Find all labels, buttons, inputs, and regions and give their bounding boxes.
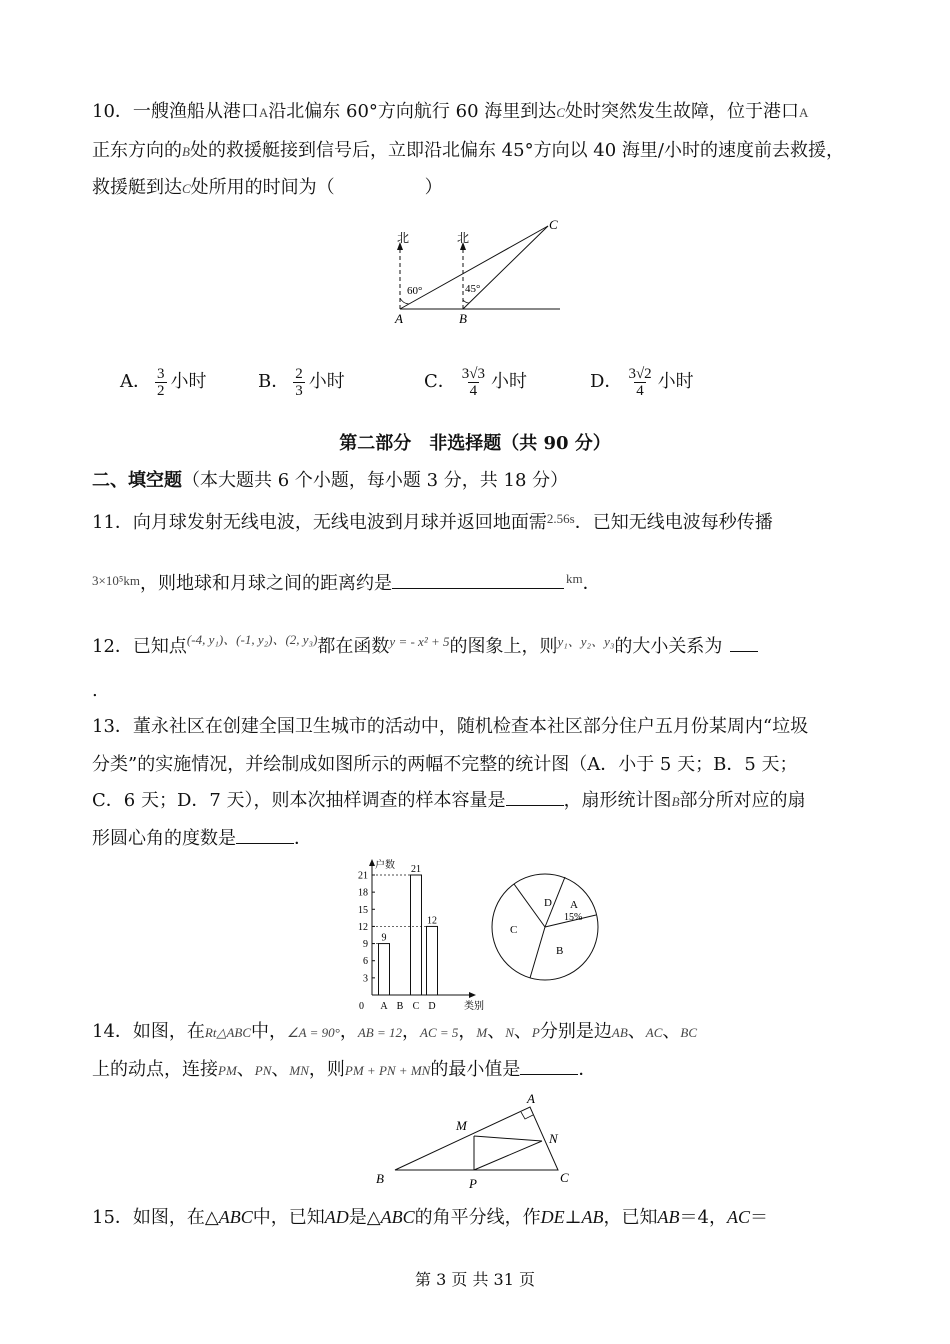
segment-bc xyxy=(463,226,548,309)
fig-label-c: C xyxy=(560,1170,569,1185)
fig-label-b: B xyxy=(376,1171,384,1186)
y-tick-label: 0 xyxy=(359,1001,364,1010)
pie-annotation-a: 15% xyxy=(564,912,583,923)
q10-line3: 救援艇到达C处所用的时间为（ ） xyxy=(92,177,443,198)
pie-label-c: C xyxy=(510,924,518,936)
bar xyxy=(427,926,438,995)
bar xyxy=(411,875,422,995)
q11-line2: $^{3\times 10^5km}$，则地球和月球之间的距离约是 $^{km}$． xyxy=(92,571,601,594)
y-tick-label: 3 xyxy=(363,973,368,985)
q10-option-c: C． $\frac{3√3}{4}$ 小时 xyxy=(424,365,528,399)
q15-line1: 15．如图，在△ABC中，已知AD是△ABC的角平分线，作DE⊥AB，已知AB＝4，AC＝ xyxy=(92,1207,768,1228)
angle-60-label: 60° xyxy=(407,285,423,297)
segment-mn xyxy=(474,1136,542,1141)
point-a-label: A xyxy=(395,311,403,326)
q13-line2: 分类”的实施情况，并绘制成如图所示的两幅不完整的统计图（A．小于 5 天；B．5 天； xyxy=(92,754,798,775)
q14-figure xyxy=(370,1090,585,1195)
segment-pn xyxy=(474,1141,542,1170)
angle-arc-b xyxy=(463,300,469,303)
q10-option-d: D． $\frac{3√2}{4}$ 小时 xyxy=(590,365,694,399)
q10-option-b: B． $\frac{2}{3}$ 小时 xyxy=(258,365,345,399)
q10-line2: 正东方向的B处的救援艇接到信号后，立即沿北偏东 45°方向以 40 海里/小时的速度前去救援， xyxy=(92,140,844,161)
triangle-abc xyxy=(395,1107,558,1170)
q10-option-a: A． $\frac{3}{2}$ 小时 xyxy=(120,365,207,399)
section2-heading: 二、填空题（本大题共 6 个小题，每小题 3 分，共 18 分） xyxy=(92,470,569,491)
y-tick-label: 9 xyxy=(363,939,368,951)
x-axis-arrow xyxy=(469,992,476,998)
pie-label-d: D xyxy=(544,897,552,909)
y-tick-label: 15 xyxy=(358,904,368,916)
page-footer: 第 3 页 共 31 页 xyxy=(415,1270,535,1289)
q13-line4: 形圆心角的度数是 ． xyxy=(92,828,312,849)
pie-label-a: A xyxy=(570,899,578,911)
q11-line1: 11．向月球发射无线电波，无线电波到月球并返回地面需$^{2.56s}$．已知无线电波每秒传播 xyxy=(92,511,773,533)
x-tick-label: D xyxy=(428,1001,436,1010)
q13-line3: C．6 天；D．7 天），则本次抽样调查的样本容量是 ，扇形统计图B部分所对应的扇 xyxy=(92,790,806,811)
bar xyxy=(379,944,390,995)
q14-line1: 14．如图，在Rt△ABC中，∠A = 90°，AB = 12，AC = 5，M、N、P分别是边AB、AC、BC xyxy=(92,1021,698,1042)
north-label-b: 北 xyxy=(457,231,470,245)
part2-title: 第二部分 非选择题（共 90 分） xyxy=(339,433,611,454)
q12-dot: . xyxy=(92,680,98,701)
y-tick-label: 18 xyxy=(358,887,368,899)
angle-arc-a xyxy=(400,298,409,304)
pie-chart xyxy=(488,870,603,985)
point-c-label: C xyxy=(549,217,558,232)
bar-data-label: 21 xyxy=(411,864,421,875)
q14-line2: 上的动点，连接PM、PN、MN，则PM + PN + MN的最小值是 ． xyxy=(92,1059,597,1080)
q10-line1: 10．一艘渔船从港口A沿北偏东 60°方向航行 60 海里到达C处时突然发生故障，位于港口A xyxy=(92,101,809,122)
fig-label-a: A xyxy=(527,1091,535,1106)
fig-label-m: M xyxy=(456,1118,467,1133)
fig-label-n: N xyxy=(549,1131,558,1146)
x-tick-label: C xyxy=(412,1001,420,1010)
pie-label-b: B xyxy=(556,945,564,957)
bar-data-label: 9 xyxy=(381,932,387,944)
bar-chart xyxy=(352,855,500,1010)
y-tick-label: 6 xyxy=(363,956,368,968)
x-tick-label: A xyxy=(380,1001,388,1010)
q12-line: 12．已知点$^{(-4, y_1)、(-1, y_2)、(2, y_3)}$都在函数$^{y = - x^2 + 5}$的图象上，则$^{y_1、y_2、y_3}$的大小关系为 xyxy=(92,629,758,658)
fig-label-p: P xyxy=(469,1176,477,1191)
right-angle-mark xyxy=(521,1112,533,1119)
q13-line1: 13．董永社区在创建全国卫生城市的活动中，随机检查本社区部分住户五月份某周内“垃圾 xyxy=(92,716,809,737)
y-axis-label: 户数 xyxy=(375,860,395,871)
x-tick-label: B xyxy=(396,1001,404,1010)
x-axis-label: 类别 xyxy=(464,1001,484,1010)
angle-45-label: 45° xyxy=(465,283,481,295)
north-label-a: 北 xyxy=(397,231,410,245)
q10-figure xyxy=(385,216,570,328)
bar-data-label: 12 xyxy=(427,915,437,927)
point-b-label: B xyxy=(459,311,467,326)
y-tick-label: 12 xyxy=(358,921,368,933)
y-tick-label: 21 xyxy=(358,870,368,882)
